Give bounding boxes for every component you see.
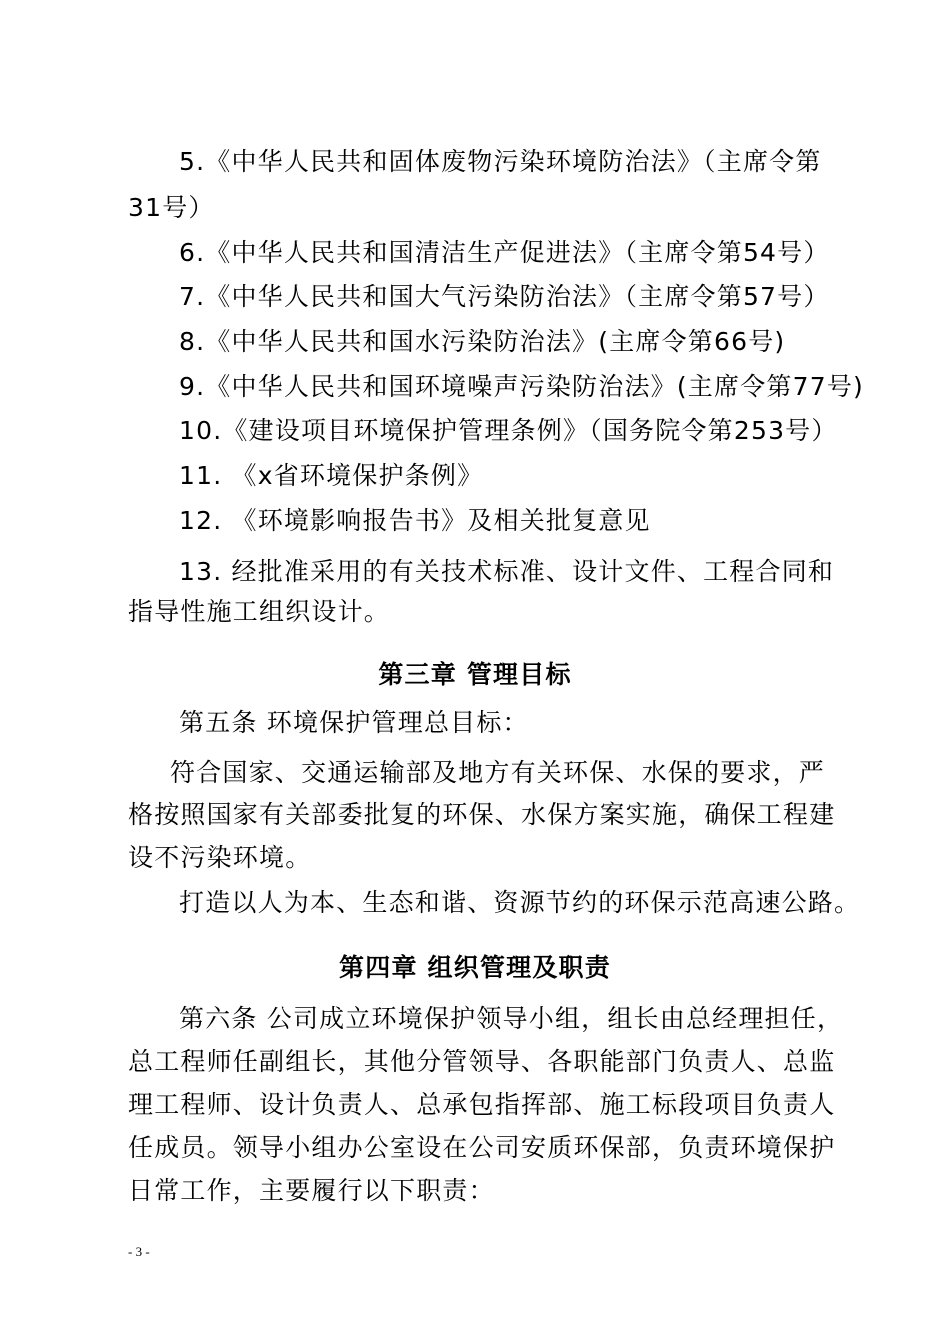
article-5-paragraph-line-3: 设不污染环境。 [128,843,312,872]
article-6-line-2: 总工程师任副组长，其他分管领导、各职能部门负责人、总监 [128,1047,836,1076]
law-item-13-continued: 指导性施工组织设计。 [128,597,391,626]
chapter-4-heading: 第四章 组织管理及职责 [339,953,611,982]
law-item-10: 10.《建设项目环境保护管理条例》（国务院令第253号） [179,416,838,445]
law-item-13: 13. 经批准采用的有关技术标准、设计文件、工程合同和 [179,557,835,586]
law-item-7: 7.《中华人民共和国大气污染防治法》（主席令第57号） [179,282,830,311]
law-item-9: 9.《中华人民共和国环境噪声污染防治法》(主席令第77号) [179,372,864,401]
article-5-paragraph-line-2: 格按照国家有关部委批复的环保、水保方案实施，确保工程建 [128,800,836,829]
law-item-6: 6.《中华人民共和国清洁生产促进法》（主席令第54号） [179,238,830,267]
law-item-5-continued: 31号） [128,193,215,222]
article-5-title: 第五条 环境保护管理总目标： [179,708,529,737]
chapter-3-heading: 第三章 管理目标 [378,660,572,689]
article-6-line-5: 日常工作，主要履行以下职责： [128,1176,495,1205]
article-5-paragraph-line-1: 符合国家、交通运输部及地方有关环保、水保的要求，严 [170,758,826,787]
article-6-line-4: 任成员。领导小组办公室设在公司安质环保部，负责环境保护 [128,1133,836,1162]
article-5-goal-statement: 打造以人为本、生态和谐、资源节约的环保示范高速公路。 [179,888,861,917]
law-item-11: 11. 《x省环境保护条例》 [179,461,484,490]
law-item-12: 12. 《环境影响报告书》及相关批复意见 [179,506,651,535]
law-item-5: 5.《中华人民共和固体废物污染环境防治法》（主席令第 [179,147,822,176]
page-number: - 3 - [128,1244,150,1259]
article-6-line-1: 第六条 公司成立环境保护领导小组，组长由总经理担任， [179,1004,844,1033]
article-6-line-3: 理工程师、设计负责人、总承包指挥部、施工标段项目负责人 [128,1090,836,1119]
law-item-8: 8.《中华人民共和国水污染防治法》(主席令第66号) [179,327,786,356]
